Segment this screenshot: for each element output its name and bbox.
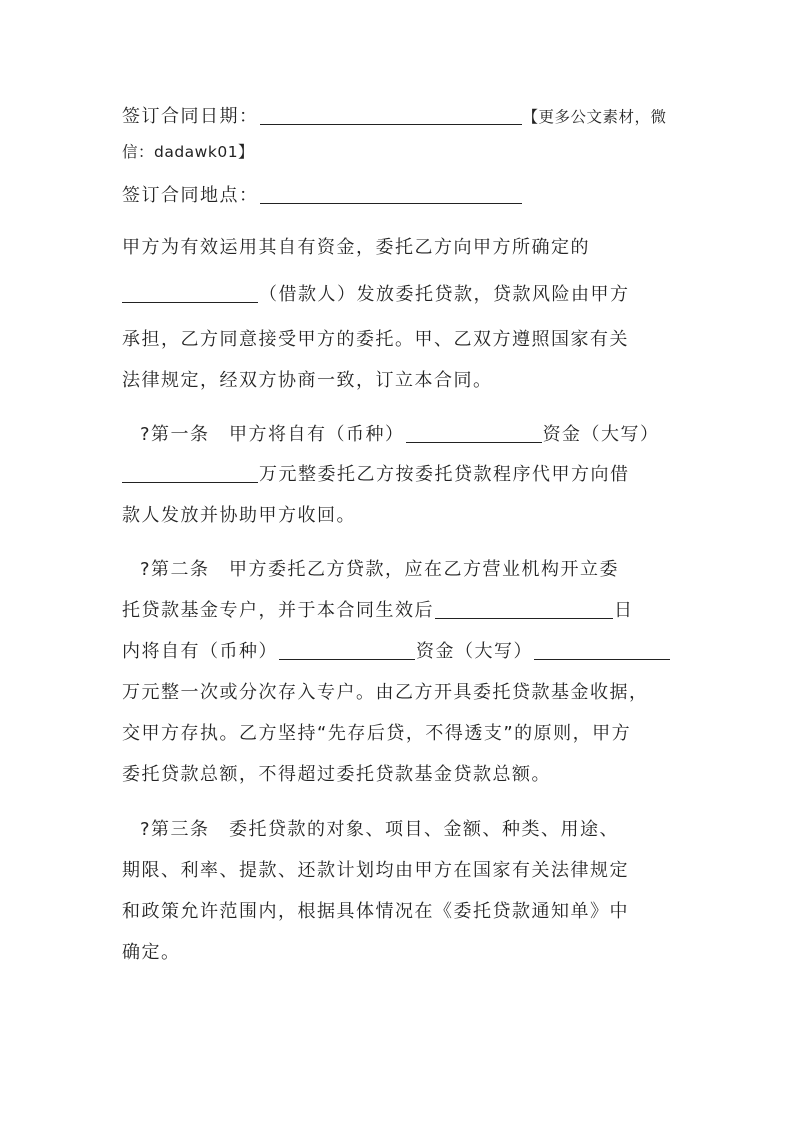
article-2-text-b: 日 (614, 600, 634, 621)
source-note-continued: 信：dadawk01】 (122, 143, 255, 161)
article-2-text-d: 资金（大写） (416, 641, 533, 662)
article-2-line-3 (122, 641, 671, 663)
signing-place-line (122, 185, 523, 207)
signing-date-line (122, 106, 667, 128)
preamble-line-3: 承担，乙方同意接受甲方的委托。甲、乙双方遵照国家有关 (122, 329, 629, 350)
article-2-line-2 (122, 600, 634, 622)
article-1-text-c: 万元整委托乙方按委托贷款程序代甲方向借 (259, 464, 630, 485)
preamble-line-1: 甲方为有效运用其自有资金，委托乙方向甲方所确定的 (122, 237, 590, 258)
article-3-line-4: 确定。 (122, 942, 181, 963)
article-1-text-b: 资金（大写） (542, 424, 660, 445)
article-1-text-a: ?第一条 甲方将自有（币种） (140, 424, 405, 445)
preamble-line-2 (122, 284, 630, 306)
article-2-line-6: 委托贷款总额，不得超过委托贷款基金贷款总额。 (122, 764, 551, 785)
signing-date-label: 签订合同日期： (122, 106, 259, 127)
signing-place-label: 签订合同地点： (122, 185, 259, 206)
article-1-line-3: 款人发放并协助甲方收回。 (122, 505, 356, 526)
amount-blank-1 (122, 464, 258, 483)
amount-blank-2 (534, 641, 670, 660)
article-3-line-2: 期限、利率、提款、还款计划均由甲方在国家有关法律规定 (122, 860, 629, 881)
article-3-line-1: ?第三条 委托贷款的对象、项目、金额、种类、用途、 (140, 819, 620, 840)
article-2-line-1: ?第二条 甲方委托乙方贷款，应在乙方营业机构开立委 (140, 559, 620, 580)
days-blank (435, 600, 613, 619)
signing-place-blank (260, 185, 522, 204)
preamble-line-2-text: （借款人）发放委托贷款，贷款风险由甲方 (259, 284, 630, 305)
signing-date-blank (260, 106, 522, 125)
article-2-line-5: 交甲方存执。乙方坚持“先存后贷，不得透支”的原则，甲方 (122, 723, 632, 744)
article-3-line-3: 和政策允许范围内，根据具体情况在《委托贷款通知单》中 (122, 901, 629, 922)
source-note: 【更多公文素材，微 (522, 108, 667, 126)
article-2-text-c: 内将自有（币种） (122, 641, 278, 662)
article-1-line-1 (140, 424, 660, 446)
article-2-line-4: 万元整一次或分次存入专户。由乙方开具委托贷款基金收据， (122, 682, 649, 703)
article-1-line-2 (122, 464, 630, 486)
preamble-line-4: 法律规定，经双方协商一致，订立本合同。 (122, 370, 493, 391)
currency-blank-1 (406, 424, 542, 443)
article-2-text-a: 托贷款基金专户，并于本合同生效后 (122, 600, 434, 621)
currency-blank-2 (279, 641, 415, 660)
borrower-blank (122, 284, 258, 303)
